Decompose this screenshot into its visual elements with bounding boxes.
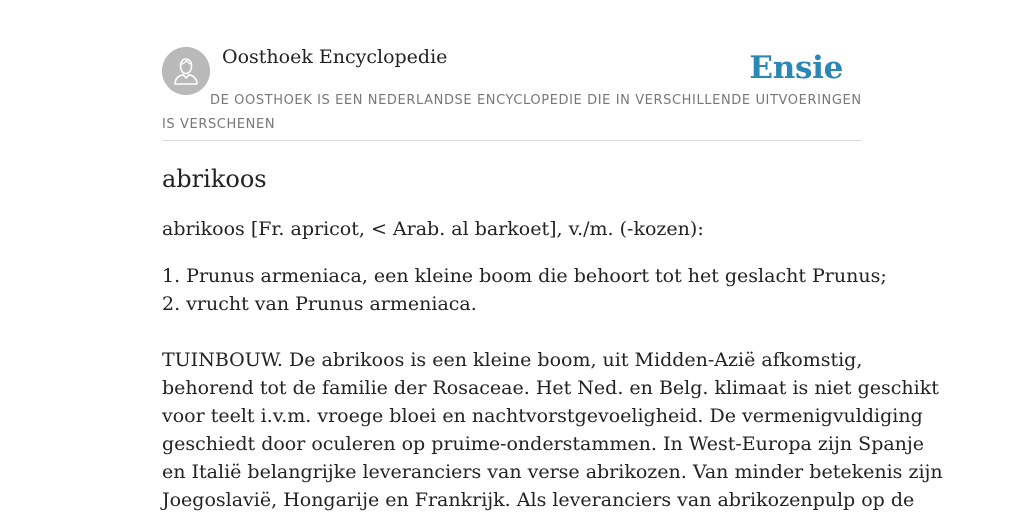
body-line: voor teelt i.v.m. vroege bloei en nachtvorstgevoeligheid. De vermenigvuldiging [162, 405, 923, 427]
body-line: TUINBOUW. De abrikoos is een kleine boom, uit Midden-Azië afkomstig, [162, 349, 863, 371]
source-name-link[interactable]: Oosthoek Encyclopedie [222, 46, 448, 68]
meaning-item: 2. vrucht van Prunus armeniaca. [162, 293, 477, 315]
body-line: geschiedt door oculeren op pruime-onderstammen. In West-Europa zijn Spanje [162, 433, 925, 455]
article [162, 164, 943, 512]
body-line: behorend tot de familie der Rosaceae. Het Ned. en Belg. klimaat is niet geschikt [162, 377, 939, 399]
definition-line: abrikoos [Fr. apricot, < Arab. al barkoet], v./m. (-kozen): [162, 218, 704, 240]
article-body [162, 346, 943, 512]
body-line: Joegoslavië, Hongarije en Frankrijk. Als leveranciers van abrikozenpulp op de [162, 489, 915, 511]
meaning-item: 1. Prunus armeniaca, een kleine boom die behoort tot het geslacht Prunus; [162, 265, 887, 287]
ensie-logo[interactable]: Ensie [749, 50, 843, 86]
user-silhouette-icon [162, 47, 210, 95]
source-description: DE OOSTHOEK IS EEN NEDERLANDSE ENCYCLOPEDIE DIE IN VERSCHILLENDE UITVOERINGEN IS VERSCHENEN [162, 93, 862, 132]
body-line: en Italië belangrijke leveranciers van verse abrikozen. Van minder betekenis zijn [162, 461, 943, 483]
source-header [162, 0, 862, 141]
article-title: abrikoos [162, 165, 267, 193]
source-avatar-icon[interactable] [162, 47, 210, 95]
meaning-list [162, 262, 887, 318]
